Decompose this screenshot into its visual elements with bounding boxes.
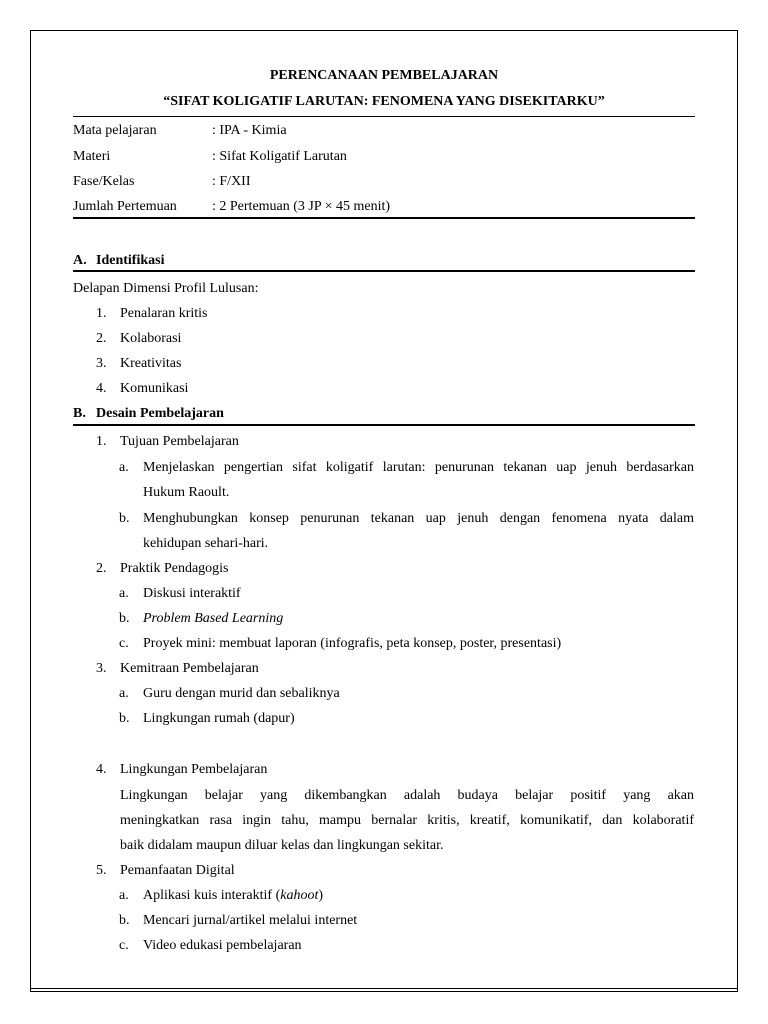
header-rule bbox=[73, 116, 695, 117]
text-run: ) bbox=[318, 888, 324, 903]
list-item: Kreativitas bbox=[120, 356, 182, 371]
document-subtitle: “SIFAT KOLIGATIF LARUTAN: FENOMENA YANG DISEKITARKU” bbox=[163, 94, 605, 109]
sub-item-text: Video edukasi pembelajaran bbox=[143, 938, 302, 953]
paragraph-line: meningkatkan rasa ingin tahu, mampu bernalar kritis, kreatif, komunikatif, dan kolaboratif bbox=[120, 813, 694, 828]
sub-item-text: Proyek mini: membuat laporan (infografis, peta konsep, poster, presentasi) bbox=[143, 636, 562, 651]
sub-item-text: Guru dengan murid dan sebaliknya bbox=[143, 686, 340, 701]
section-a-heading: Identifikasi bbox=[96, 253, 165, 268]
list-number: 2. bbox=[96, 561, 107, 576]
sub-item-text: Menghubungkan konsep penurunan tekanan uap jenuh dengan fenomena nyata dalam bbox=[143, 511, 694, 526]
subsection-title: Tujuan Pembelajaran bbox=[120, 434, 239, 449]
paragraph-line: baik didalam maupun diluar kelas dan lingkungan sekitar. bbox=[120, 838, 444, 853]
subsection-title: Pemanfaatan Digital bbox=[120, 863, 235, 878]
info-label-phase: Fase/Kelas bbox=[73, 174, 135, 189]
info-value-subject: : IPA - Kimia bbox=[212, 123, 287, 138]
paragraph-line: Lingkungan belajar yang dikembangkan adalah budaya belajar positif yang akan bbox=[120, 788, 694, 803]
section-b-heading: Desain Pembelajaran bbox=[96, 406, 224, 421]
sub-item-text: Diskusi interaktif bbox=[143, 586, 241, 601]
subsection-title: Praktik Pendagogis bbox=[120, 561, 229, 576]
sub-label: b. bbox=[119, 913, 130, 928]
list-number: 2. bbox=[96, 331, 107, 346]
text-run: Aplikasi kuis interaktif ( bbox=[143, 888, 281, 903]
list-item: Penalaran kritis bbox=[120, 306, 208, 321]
sub-label: a. bbox=[119, 586, 129, 601]
info-rule bbox=[73, 217, 695, 219]
sub-label: b. bbox=[119, 711, 130, 726]
list-number: 5. bbox=[96, 863, 107, 878]
sub-item-text bbox=[143, 888, 323, 904]
info-value-phase: : F/XII bbox=[212, 174, 251, 189]
section-b-rule bbox=[73, 424, 695, 426]
info-label-subject: Mata pelajaran bbox=[73, 123, 157, 138]
list-number: 4. bbox=[96, 762, 107, 777]
subsection-title: Lingkungan Pembelajaran bbox=[120, 762, 268, 777]
section-b-letter: B. bbox=[73, 406, 86, 421]
sub-item-text: kehidupan sehari-hari. bbox=[143, 536, 269, 551]
page-border-bottom bbox=[30, 988, 738, 989]
text-run-italic: kahoot bbox=[280, 888, 319, 903]
list-item: Kolaborasi bbox=[120, 331, 182, 346]
sub-item-text: Hukum Raoult. bbox=[143, 485, 230, 500]
sub-item-text: Lingkungan rumah (dapur) bbox=[143, 711, 295, 726]
info-label-meetings: Jumlah Pertemuan bbox=[73, 199, 177, 214]
list-number: 3. bbox=[96, 356, 107, 371]
section-a-rule bbox=[73, 270, 695, 272]
list-number: 3. bbox=[96, 661, 107, 676]
info-value-meetings: : 2 Pertemuan (3 JP × 45 menit) bbox=[212, 199, 391, 214]
sub-label: a. bbox=[119, 686, 129, 701]
subsection-title: Kemitraan Pembelajaran bbox=[120, 661, 259, 676]
sub-label: c. bbox=[119, 938, 129, 953]
sub-label: b. bbox=[119, 611, 130, 626]
info-value-material: : Sifat Koligatif Larutan bbox=[212, 149, 347, 164]
sub-label: a. bbox=[119, 460, 129, 475]
list-number: 4. bbox=[96, 381, 107, 396]
list-item: Komunikasi bbox=[120, 381, 189, 396]
section-a-intro: Delapan Dimensi Profil Lulusan: bbox=[73, 281, 259, 296]
sub-label: b. bbox=[119, 511, 130, 526]
section-a-letter: A. bbox=[73, 253, 87, 268]
sub-label: c. bbox=[119, 636, 129, 651]
info-label-material: Materi bbox=[73, 149, 111, 164]
sub-item-text: Mencari jurnal/artikel melalui internet bbox=[143, 913, 358, 928]
document-title: PERENCANAAN PEMBELAJARAN bbox=[269, 68, 499, 83]
sub-item-text: Menjelaskan pengertian sifat koligatif larutan: penurunan tekanan uap jenuh berdasarkan bbox=[143, 460, 694, 475]
list-number: 1. bbox=[96, 306, 107, 321]
sub-item-text: Problem Based Learning bbox=[143, 611, 284, 626]
sub-label: a. bbox=[119, 888, 129, 903]
list-number: 1. bbox=[96, 434, 107, 449]
